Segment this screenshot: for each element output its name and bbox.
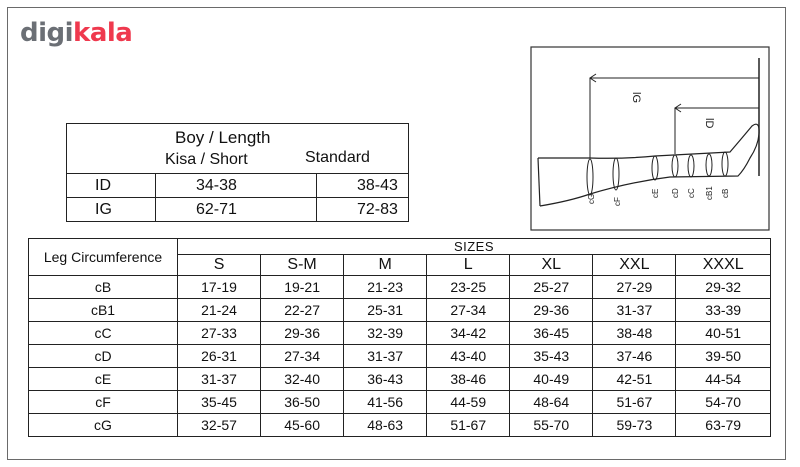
point-label-cd: cD (671, 188, 680, 198)
size-row-cd (29, 345, 771, 368)
length-standard-value: 38-43 (317, 174, 409, 198)
size-cell: 25-27 (510, 276, 593, 299)
size-table (28, 238, 771, 437)
size-cell: 23-25 (427, 276, 510, 299)
size-cell: 27-29 (593, 276, 676, 299)
size-cell: 41-56 (344, 391, 427, 414)
logo-part-1: digi (20, 18, 74, 48)
size-cell: 40-49 (510, 368, 593, 391)
size-cell: 36-45 (510, 322, 593, 345)
circumference-label: cG (29, 414, 178, 437)
size-cell: 38-46 (427, 368, 510, 391)
size-cell: 45-60 (261, 414, 344, 437)
size-row-cb1 (29, 299, 771, 322)
size-header: L (427, 255, 510, 276)
size-cell: 29-36 (261, 322, 344, 345)
size-cell: 31-37 (344, 345, 427, 368)
size-cell: 37-46 (593, 345, 676, 368)
size-cell: 31-37 (178, 368, 261, 391)
short-label: Kisa / Short (165, 151, 248, 168)
size-cell: 40-51 (676, 322, 771, 345)
size-cell: 19-21 (261, 276, 344, 299)
size-cell: 39-50 (676, 345, 771, 368)
size-cell: 21-23 (344, 276, 427, 299)
size-cell: 26-31 (178, 345, 261, 368)
circumference-label: cB1 (29, 299, 178, 322)
circumference-label: cB (29, 276, 178, 299)
size-cell: 21-24 (178, 299, 261, 322)
length-row-id (67, 174, 409, 198)
size-cell: 27-34 (427, 299, 510, 322)
size-cell: 43-40 (427, 345, 510, 368)
size-row-cf (29, 391, 771, 414)
circumference-label: cD (29, 345, 178, 368)
logo-part-2: kala (73, 18, 133, 48)
length-title: Boy / Length (175, 128, 271, 147)
size-cell: 59-73 (593, 414, 676, 437)
size-cell: 48-64 (510, 391, 593, 414)
size-header: M (344, 255, 427, 276)
size-row-cg (29, 414, 771, 437)
brand-logo (20, 18, 132, 48)
size-cell: 51-67 (593, 391, 676, 414)
size-cell: 34-42 (427, 322, 510, 345)
ld-label: lD (703, 118, 715, 129)
length-table (66, 123, 409, 222)
size-cell: 36-50 (261, 391, 344, 414)
length-table-header (67, 124, 409, 174)
size-cell: 42-51 (593, 368, 676, 391)
size-cell: 33-39 (676, 299, 771, 322)
size-cell: 27-34 (261, 345, 344, 368)
circumference-label: cC (29, 322, 178, 345)
length-short-value: 62-71 (156, 198, 317, 222)
size-cell: 32-39 (344, 322, 427, 345)
size-cell: 51-67 (427, 414, 510, 437)
size-row-ce (29, 368, 771, 391)
size-header: XXXL (676, 255, 771, 276)
size-cell: 29-32 (676, 276, 771, 299)
length-short-value: 34-38 (156, 174, 317, 198)
size-cell: 44-59 (427, 391, 510, 414)
size-cell: 44-54 (676, 368, 771, 391)
length-row-ig (67, 198, 409, 222)
leg-circumference-label: Leg Circumference (29, 239, 178, 276)
size-row-cb (29, 276, 771, 299)
size-cell: 17-19 (178, 276, 261, 299)
size-header: XL (510, 255, 593, 276)
size-cell: 27-33 (178, 322, 261, 345)
size-header: XXL (593, 255, 676, 276)
size-cell: 35-45 (178, 391, 261, 414)
point-label-cg: cG (587, 193, 596, 204)
size-cell: 55-70 (510, 414, 593, 437)
size-cell: 25-31 (344, 299, 427, 322)
size-header: S-M (261, 255, 344, 276)
size-cell: 54-70 (676, 391, 771, 414)
size-cell: 36-43 (344, 368, 427, 391)
point-label-cc: cC (687, 188, 696, 198)
point-label-ce: cE (651, 188, 660, 198)
size-cell: 32-40 (261, 368, 344, 391)
circumference-label: cF (29, 391, 178, 414)
size-cell: 31-37 (593, 299, 676, 322)
circumference-label: cE (29, 368, 178, 391)
size-table-title-row (29, 239, 771, 255)
size-row-cc (29, 322, 771, 345)
size-cell: 32-57 (178, 414, 261, 437)
size-cell: 48-63 (344, 414, 427, 437)
size-cell: 29-36 (510, 299, 593, 322)
length-row-label: IG (67, 198, 156, 222)
point-label-cb1: cB1 (705, 186, 714, 200)
size-cell: 22-27 (261, 299, 344, 322)
size-cell: 63-79 (676, 414, 771, 437)
length-row-label: ID (67, 174, 156, 198)
leg-diagram (530, 46, 770, 231)
size-header: S (178, 255, 261, 276)
sizes-title: SIZES (178, 239, 771, 255)
point-label-cf: cF (613, 197, 622, 206)
standard-label: Standard (305, 149, 370, 166)
length-standard-value: 72-83 (317, 198, 409, 222)
size-cell: 38-48 (593, 322, 676, 345)
lg-label: lG (630, 92, 642, 103)
size-cell: 35-43 (510, 345, 593, 368)
point-label-cb: cB (721, 188, 730, 198)
